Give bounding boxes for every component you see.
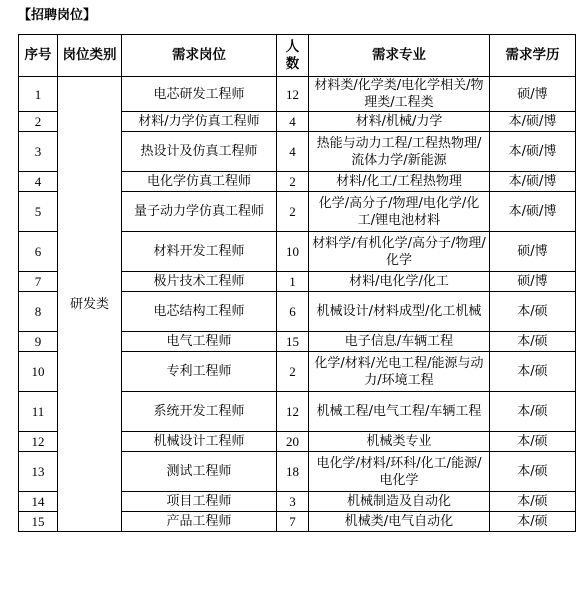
cell-count: 2 bbox=[277, 192, 309, 232]
cell-seq: 10 bbox=[19, 352, 58, 392]
cell-seq: 8 bbox=[19, 292, 58, 332]
cell-major: 热能与动力工程/工程热物理/流体力学/新能源 bbox=[309, 132, 490, 172]
cell-position: 专利工程师 bbox=[122, 352, 277, 392]
header-category: 岗位类别 bbox=[58, 35, 122, 77]
cell-edu: 硕/博 bbox=[490, 77, 576, 112]
cell-count: 1 bbox=[277, 272, 309, 292]
cell-edu: 本/硕 bbox=[490, 292, 576, 332]
cell-major: 材料/电化学/化工 bbox=[309, 272, 490, 292]
cell-position: 电气工程师 bbox=[122, 332, 277, 352]
cell-count: 12 bbox=[277, 392, 309, 432]
header-major: 需求专业 bbox=[309, 35, 490, 77]
cell-position: 产品工程师 bbox=[122, 512, 277, 532]
cell-count: 15 bbox=[277, 332, 309, 352]
section-title: 【招聘岗位】 bbox=[18, 8, 97, 23]
cell-edu: 本/硕/博 bbox=[490, 132, 576, 172]
table-row bbox=[19, 77, 576, 112]
cell-count: 6 bbox=[277, 292, 309, 332]
cell-seq: 7 bbox=[19, 272, 58, 292]
cell-position: 量子动力学仿真工程师 bbox=[122, 192, 277, 232]
cell-position: 热设计及仿真工程师 bbox=[122, 132, 277, 172]
cell-major: 电子信息/车辆工程 bbox=[309, 332, 490, 352]
cell-count: 12 bbox=[277, 77, 309, 112]
cell-seq: 3 bbox=[19, 132, 58, 172]
cell-seq: 4 bbox=[19, 172, 58, 192]
cell-edu: 本/硕 bbox=[490, 352, 576, 392]
header-seq: 序号 bbox=[19, 35, 58, 77]
cell-count: 2 bbox=[277, 352, 309, 392]
header-position: 需求岗位 bbox=[122, 35, 277, 77]
cell-position: 电芯研发工程师 bbox=[122, 77, 277, 112]
cell-count: 4 bbox=[277, 132, 309, 172]
cell-seq: 5 bbox=[19, 192, 58, 232]
cell-position: 电化学仿真工程师 bbox=[122, 172, 277, 192]
cell-major: 材料类/化学类/电化学相关/物理类/工程类 bbox=[309, 77, 490, 112]
cell-major: 材料/化工/工程热物理 bbox=[309, 172, 490, 192]
cell-position: 材料开发工程师 bbox=[122, 232, 277, 272]
table-header-row bbox=[19, 35, 576, 77]
cell-edu: 本/硕/博 bbox=[490, 112, 576, 132]
cell-edu: 本/硕 bbox=[490, 512, 576, 532]
cell-major: 电化学/材料/环科/化工/能源/电化学 bbox=[309, 452, 490, 492]
cell-major: 机械设计/材料成型/化工机械 bbox=[309, 292, 490, 332]
cell-seq: 15 bbox=[19, 512, 58, 532]
cell-edu: 本/硕 bbox=[490, 452, 576, 492]
cell-position: 极片技术工程师 bbox=[122, 272, 277, 292]
header-education: 需求学历 bbox=[490, 35, 576, 77]
cell-position: 材料/力学仿真工程师 bbox=[122, 112, 277, 132]
cell-edu: 本/硕 bbox=[490, 332, 576, 352]
recruitment-table bbox=[18, 34, 576, 532]
cell-position: 机械设计工程师 bbox=[122, 432, 277, 452]
cell-position: 电芯结构工程师 bbox=[122, 292, 277, 332]
header-headcount: 人数 bbox=[277, 35, 309, 77]
cell-count: 7 bbox=[277, 512, 309, 532]
cell-edu: 本/硕 bbox=[490, 492, 576, 512]
cell-count: 4 bbox=[277, 112, 309, 132]
cell-count: 10 bbox=[277, 232, 309, 272]
cell-count: 2 bbox=[277, 172, 309, 192]
cell-seq: 11 bbox=[19, 392, 58, 432]
cell-category: 研发类 bbox=[58, 77, 122, 532]
cell-major: 化学/高分子/物理/电化学/化工/锂电池材料 bbox=[309, 192, 490, 232]
cell-major: 材料学/有机化学/高分子/物理/化学 bbox=[309, 232, 490, 272]
cell-seq: 12 bbox=[19, 432, 58, 452]
cell-major: 机械类/电气自动化 bbox=[309, 512, 490, 532]
cell-major: 机械制造及自动化 bbox=[309, 492, 490, 512]
cell-position: 项目工程师 bbox=[122, 492, 277, 512]
cell-seq: 6 bbox=[19, 232, 58, 272]
cell-seq: 9 bbox=[19, 332, 58, 352]
cell-edu: 本/硕/博 bbox=[490, 172, 576, 192]
cell-seq: 2 bbox=[19, 112, 58, 132]
cell-position: 测试工程师 bbox=[122, 452, 277, 492]
cell-major: 机械类专业 bbox=[309, 432, 490, 452]
cell-edu: 硕/博 bbox=[490, 232, 576, 272]
cell-major: 材料/机械/力学 bbox=[309, 112, 490, 132]
cell-major: 机械工程/电气工程/车辆工程 bbox=[309, 392, 490, 432]
cell-count: 18 bbox=[277, 452, 309, 492]
cell-seq: 1 bbox=[19, 77, 58, 112]
cell-position: 系统开发工程师 bbox=[122, 392, 277, 432]
cell-edu: 本/硕 bbox=[490, 432, 576, 452]
cell-seq: 13 bbox=[19, 452, 58, 492]
cell-seq: 14 bbox=[19, 492, 58, 512]
cell-edu: 本/硕 bbox=[490, 392, 576, 432]
cell-edu: 硕/博 bbox=[490, 272, 576, 292]
cell-edu: 本/硕/博 bbox=[490, 192, 576, 232]
cell-count: 20 bbox=[277, 432, 309, 452]
cell-count: 3 bbox=[277, 492, 309, 512]
cell-major: 化学/材料/光电工程/能源与动力/环境工程 bbox=[309, 352, 490, 392]
